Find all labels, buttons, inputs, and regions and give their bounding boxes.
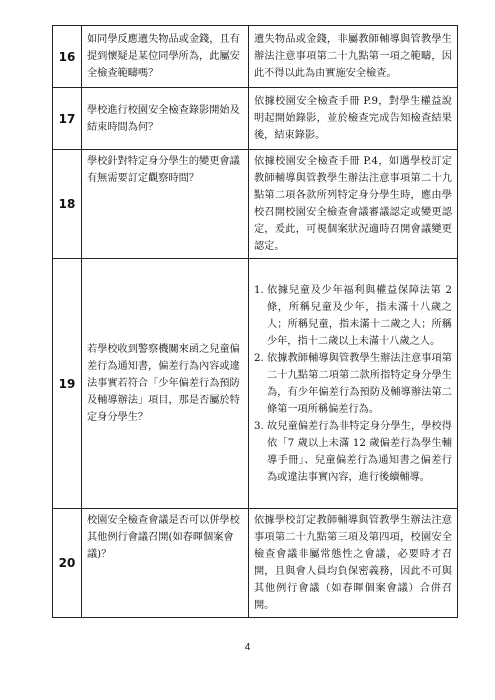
answer-cell: 依據校園安全檢查手冊 P.9，對學生權益說明起開始錄影，並於檢查完成告知檢查結果後，結束錄影。 [249, 88, 458, 150]
answer-cell: 遺失物品或金錢，非屬教師輔導與管教學生辦法注意事項第二十九點第一項之範疇，因此不得以此為由實施安全檢查。 [249, 26, 458, 88]
page-number: 4 [244, 642, 251, 653]
table-row [53, 259, 458, 509]
list-item-number: 3. [254, 420, 264, 432]
list-item [254, 418, 452, 486]
table-row [53, 26, 458, 88]
row-number: 19 [53, 259, 82, 509]
question-cell: 學校針對特定身分學生的變更會議有無需要訂定觀察時間？ [82, 150, 249, 259]
question-cell: 校園安全檢查會議是否可以併學校其他例行會議召開(如春暉個案會議)？ [82, 509, 249, 618]
answer-list [254, 282, 452, 486]
list-item-text: 故兒童偏差行為非特定身分學生，學校得依「7 歲以上未滿 12 歲偏差行為學生輔導手冊」、兒童偏差行為通知書之偏差行為或違法事實內容，進行後續輔導。 [267, 420, 452, 483]
answer-cell [249, 259, 458, 509]
row-number: 16 [53, 26, 82, 88]
question-cell: 若學校收到警察機關來函之兒童偏差行為通知書，偏差行為內容或違法事實若符合「少年偏差行為預防及輔導辦法」項目，那是否屬於特定身分學生？ [82, 259, 249, 509]
table-row [53, 150, 458, 259]
list-item-number: 1. [254, 284, 264, 296]
question-cell: 如同學反應遺失物品或金錢，且有提到懷疑是某位同學所為，此屬安全檢查範疇嗎？ [82, 26, 249, 88]
qa-table [52, 25, 458, 618]
row-number: 17 [53, 88, 82, 150]
list-item-text: 依據教師輔導與管教學生辦法注意事項第二十九點第二項第二款所指特定身分學生為，有少年偏差行為預防及輔導辦法第二條第一項所稱偏差行為。 [267, 352, 452, 415]
table-row [53, 509, 458, 618]
question-cell: 學校進行校園安全檢查錄影開始及結束時間為何？ [82, 88, 249, 150]
answer-cell: 依據學校訂定教師輔導與管教學生辦法注意事項第二十九點第三項及第四項，校園安全檢查會議非屬常態性之會議，必要時才召開，且與會人員均負保密義務，因此不可與其他例行會議（如春暉個案會議）合併召開。 [249, 509, 458, 618]
list-item [254, 282, 452, 350]
answer-cell: 依據校園安全檢查手冊 P.4，如遇學校訂定教師輔導與管教學生辦法注意事項第二十九點第二項各款所列特定身分學生時，應由學校召開校園安全檢查會議審議認定或變更認定，爰此，可視個案狀況適時召開會議變更認定。 [249, 150, 458, 259]
list-item-number: 2. [254, 352, 264, 364]
list-item [254, 350, 452, 418]
list-item-text: 依據兒童及少年福利與權益保障法第 2 條，所稱兒童及少年，指未滿十八歲之人；所稱兒童，指未滿十二歲之人；所稱少年，指十二歲以上未滿十八歲之人。 [267, 284, 452, 347]
table-row [53, 88, 458, 150]
row-number: 20 [53, 509, 82, 618]
row-number: 18 [53, 150, 82, 259]
